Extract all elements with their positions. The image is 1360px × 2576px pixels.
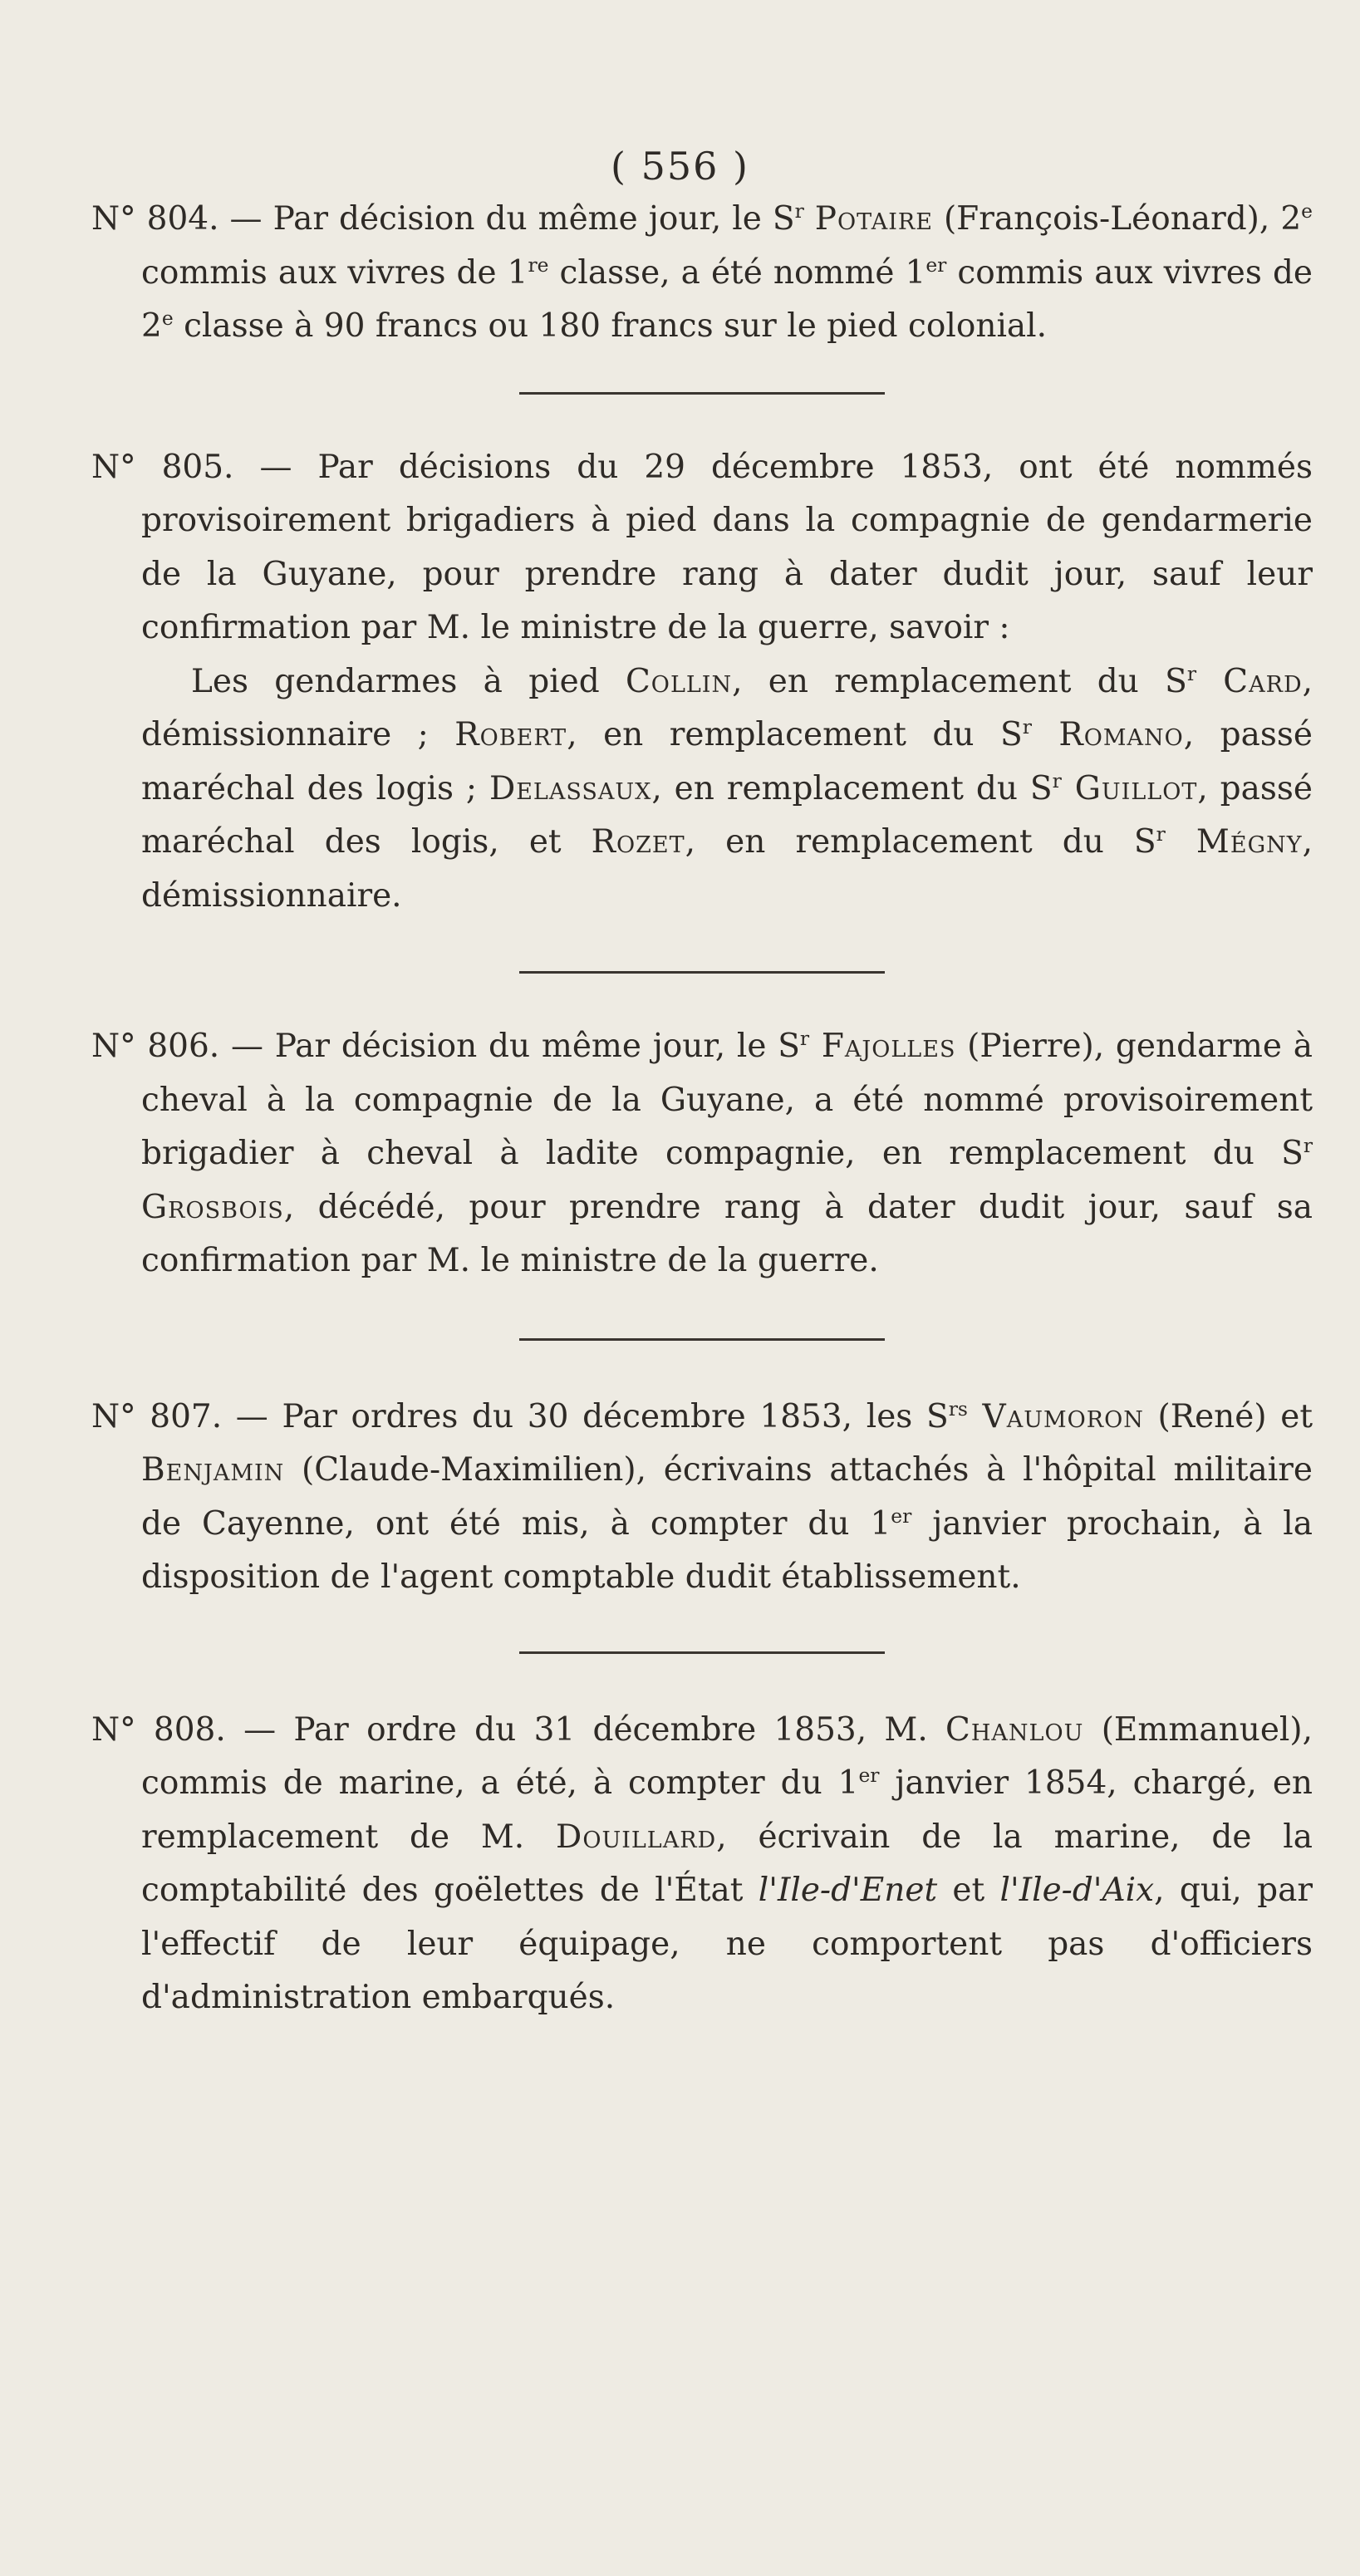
superscript: e: [1301, 199, 1313, 223]
entry-text: , en remplacement du S: [651, 769, 1053, 807]
entry-text: (François-Léonard), 2: [932, 200, 1302, 238]
person-name: Chanlou: [945, 1710, 1084, 1749]
entry-text: janvier 1854, chargé, en remplacement de M.: [141, 1764, 1313, 1856]
person-name: Card: [1196, 662, 1303, 700]
entry-text: et: [937, 1872, 1000, 1909]
superscript: er: [891, 1504, 912, 1528]
entry-text: commis aux vivres de 1: [141, 253, 528, 292]
superscript: r: [1156, 822, 1166, 846]
person-name: Potaire: [814, 200, 933, 238]
person-name: Collin: [625, 662, 733, 700]
ship-name: l'Ile-d'Enet: [758, 1872, 938, 1909]
superscript: re: [528, 253, 549, 277]
superscript: rs: [948, 1396, 968, 1420]
superscript: r: [1022, 715, 1032, 738]
entry-805-text: N° 805. — Par décisions du 29 décembre 1853, ont été nommés provisoirement brigadiers à pied dans la compagnie de gendarmerie de la Guyane, pour prendre rang à dater dudit jour, sauf leur confirmation par M. le ministre de la guerre, savoir :: [91, 448, 1313, 646]
entry-806-lead: N° 806. — Par décision du même jour, le S: [91, 1028, 800, 1065]
entry-806-text: [91, 1020, 1313, 1288]
person-name: Robert: [454, 716, 567, 753]
entry-text: , passé maréchal des logis, et: [141, 769, 1313, 861]
entry-text: , décédé, pour prendre rang à dater dudit jour, sauf sa confirmation par M. le ministre de la guerre.: [141, 1188, 1313, 1279]
entry-text: , démissionnaire.: [141, 823, 1313, 915]
person-name: Grosbois: [141, 1188, 284, 1226]
person-name: Delassaux: [489, 769, 652, 807]
entry-804-lead: N° 804. — Par décision du même jour, le S: [91, 200, 795, 238]
person-name: Mégny: [1165, 823, 1303, 861]
entries-list: [91, 193, 1313, 2025]
entry-807: [91, 1391, 1313, 1605]
entry-text: janvier prochain, à la disposition de l'agent comptable dudit établissement.: [141, 1504, 1313, 1596]
entry-text: , démissionnaire ;: [141, 662, 1313, 753]
entry-804-text: [91, 193, 1313, 354]
entry-807-text: [91, 1391, 1313, 1605]
superscript: r: [1052, 768, 1062, 792]
entry-807-lead: N° 807. — Par ordres du 30 décembre 1853, les S: [91, 1397, 949, 1435]
superscript: r: [1303, 1134, 1313, 1157]
person-name: Benjamin: [141, 1451, 285, 1489]
ship-name: l'Ile-d'Aix: [999, 1872, 1155, 1909]
superscript: e: [161, 307, 174, 330]
entry-text: classe, a été nommé 1: [548, 253, 926, 292]
person-name: Fajolles: [809, 1028, 956, 1065]
entry-text: , en remplacement du S: [567, 716, 1023, 753]
entry-text: (Claude-Maximilien), écrivains attachés à l'hôpital militaire de Cayenne, ont été mis, à compter du 1: [141, 1451, 1313, 1543]
entry-text: classe à 90 francs ou 180 francs sur le pied colonial.: [173, 307, 1048, 345]
entry-804: [91, 193, 1313, 354]
entry-text: (Emmanuel), commis de marine, a été, à compter du 1: [141, 1710, 1313, 1802]
entry-808-lead: N° 808. — Par ordre du 31 décembre 1853, M.: [91, 1710, 946, 1749]
person-name: Rozet: [591, 823, 685, 861]
entry-text: , en remplacement du S: [685, 823, 1156, 861]
entry-805: [91, 441, 1313, 924]
section-divider: [519, 1651, 885, 1654]
entry-text: , qui, par l'effectif de leur équipage, ne comportent pas d'officiers d'administration embarqués.: [141, 1872, 1313, 2016]
person-name: Guillot: [1061, 769, 1198, 807]
entry-text: (Pierre), gendarme à cheval à la compagnie de la Guyane, a été nommé provisoirement brigadier à cheval à ladite compagnie, en remplacement du S: [141, 1028, 1313, 1172]
entry-text: commis aux vivres de 2: [141, 253, 1313, 345]
superscript: r: [1186, 661, 1196, 685]
entry-text: , passé maréchal des logis ;: [141, 716, 1313, 807]
section-divider: [519, 392, 885, 395]
entry-text: , écrivain de la marine, de la comptabilité des goëlettes de l'État: [141, 1818, 1313, 1909]
entry-805-detail: [91, 655, 1313, 924]
page-number: ( 556 ): [611, 144, 749, 189]
person-name: Vaumoron: [967, 1397, 1144, 1435]
superscript: r: [794, 199, 804, 223]
entry-806: [91, 1020, 1313, 1288]
person-name: Douillard: [556, 1818, 717, 1856]
superscript: er: [858, 1764, 880, 1787]
section-divider: [519, 971, 885, 974]
entry-808-text: [91, 1704, 1313, 2025]
entry-text: Les gendarmes à pied: [191, 662, 626, 700]
superscript: r: [799, 1027, 810, 1050]
entry-808: [91, 1704, 1313, 2025]
person-name: Romano: [1031, 716, 1184, 753]
section-divider: [519, 1338, 885, 1341]
entry-text: (René) et: [1143, 1397, 1313, 1435]
superscript: er: [925, 253, 947, 277]
entry-text: , en remplacement du S: [732, 662, 1187, 700]
